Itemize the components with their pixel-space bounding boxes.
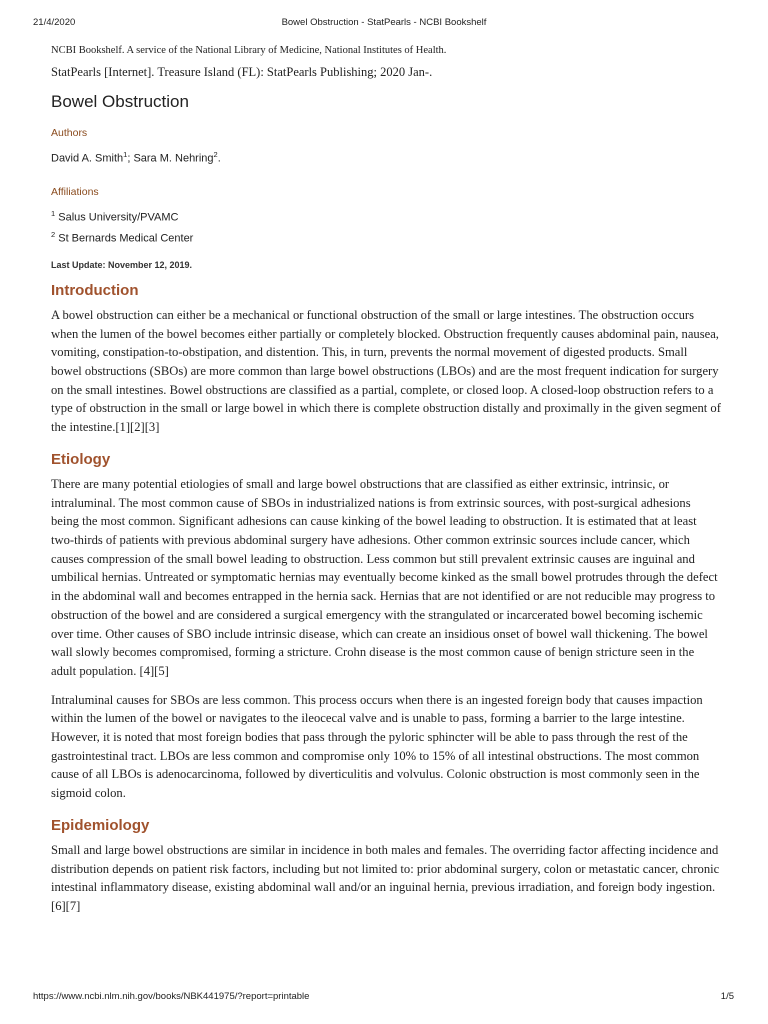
affiliation-text: Salus University/PVAMC [58,211,179,224]
author-affiliation-sup: 1 [123,150,128,159]
paragraph: A bowel obstruction can either be a mechanical or functional obstruction of the small or large intestines. The obstruction occurs when the lumen of the bowel becomes either partially or completely blocked. Obstruction frequently causes abdominal pain, nausea, vomiting, constipation-to-obstipation, and distention. This, in turn, prevents the normal movement of digested products. Small bowel obstructions (SBOs) are more common than large bowel obstructions (LBOs) and are the most frequent indication for surgery on the small intestines. Bowel obstructions are classified as a partial, complete, or closed loop. A closed-loop obstruction refers to a type of obstruction in the small or large bowel in which there is complete obstruction distally and proximally in the given segment of the intestine.[1][2][3] [51,307,721,435]
citation: StatPearls [Internet]. Treasure Island (FL): StatPearls Publishing; 2020 Jan-. [51,65,433,79]
bookshelf-notice: NCBI Bookshelf. A service of the National Library of Medicine, National Institutes of Health. [51,45,447,56]
affiliations-label: Affiliations [51,185,99,198]
affiliation-text: St Bernards Medical Center [58,232,194,245]
print-title: Bowel Obstruction - StatPearls - NCBI Bookshelf [281,17,487,28]
affiliation-sup: 2 [51,230,56,240]
paragraph: Small and large bowel obstructions are similar in incidence in both males and females. The overriding factor affecting incidence and distribution depends on patient risk factors, including but not limited to: prior abdominal surgery, colon or metastatic cancer, chronic intestinal inflammatory disease, existing abdominal wall and/or an inguinal hernia, previous irradiation, and foreign body ingestion. [6][7] [51,842,720,913]
print-date: 21/4/2020 [33,17,76,28]
author-link[interactable]: Sara M. Nehring [133,152,214,165]
affiliation-item [51,205,721,227]
last-update: Last Update: November 12, 2019. [51,259,193,270]
affiliation-sup: 1 [51,208,56,218]
author-link[interactable]: David A. Smith [51,152,124,165]
paragraph: Intraluminal causes for SBOs are less common. This process occurs when there is an ingested foreign body that causes impaction within the lumen of the bowel or navigates to the ileocecal valve and is unable to pass, forming a barrier to the large intestine. However, it is noted that most foreign bodies that pass through the pyloric sphincter will be able to pass through the rest of the gastrointestinal tract. LBOs are less common and compromise only 10% to 15% of all intestinal obstructions. The most common cause of all LBOs is adenocarcinoma, followed by diverticulitis and volvulus. Colonic obstruction is most commonly seen in the sigmoid colon. [51,692,703,801]
section-heading-etiology: Etiology [51,450,111,468]
author-separator: ; [127,152,134,165]
authors-end: . [217,152,221,165]
section-heading-epidemiology: Epidemiology [51,816,150,834]
section-heading-introduction: Introduction [51,281,139,299]
author-affiliation-sup: 2 [213,150,218,159]
article [51,44,721,916]
authors-label: Authors [51,127,88,139]
page-url: https://www.ncbi.nlm.nih.gov/books/NBK441975/?report=printable [33,991,310,1002]
print-footer [0,991,768,1005]
print-header [0,17,768,31]
authors-line [51,146,721,168]
page-number: 1/5 [720,991,734,1002]
paragraph: There are many potential etiologies of small and large bowel obstructions that are classified as either extrinsic, intrinsic, or intraluminal. The most common cause of SBOs in industrialized nations is from extrinsic sources, with post-surgical adhesions being the most common. Significant adhesions can cause kinking of the bowel leading to obstruction. It is estimated that at least two-thirds of patients with previous abdominal surgery have adhesions. Other common extrinsic sources include cancer, which causes compression of the small bowel leading to obstruction. Less common but still prevalent extrinsic causes are inguinal and umbilical hernias. Untreated or symptomatic hernias may eventually become kinked as the small bowel protrudes through the defect in the abdominal wall and becomes entrapped in the hernia sack. Hernias that are not identified or are not reducible may progress to obstruction of the bowel and are considered a surgical emergency with the strangulated or incarcerated bowel becoming ischemic over time. Other causes of SBO include intrinsic disease, which can create an insidious onset of bowel wall thickening. The bowel wall slowly becomes compromised, forming a stricture. Crohn disease is the most common cause of benign stricture seen in the adult population. [4][5] [51,476,718,678]
page-title: Bowel Obstruction [51,92,189,111]
affiliation-item [51,226,721,248]
